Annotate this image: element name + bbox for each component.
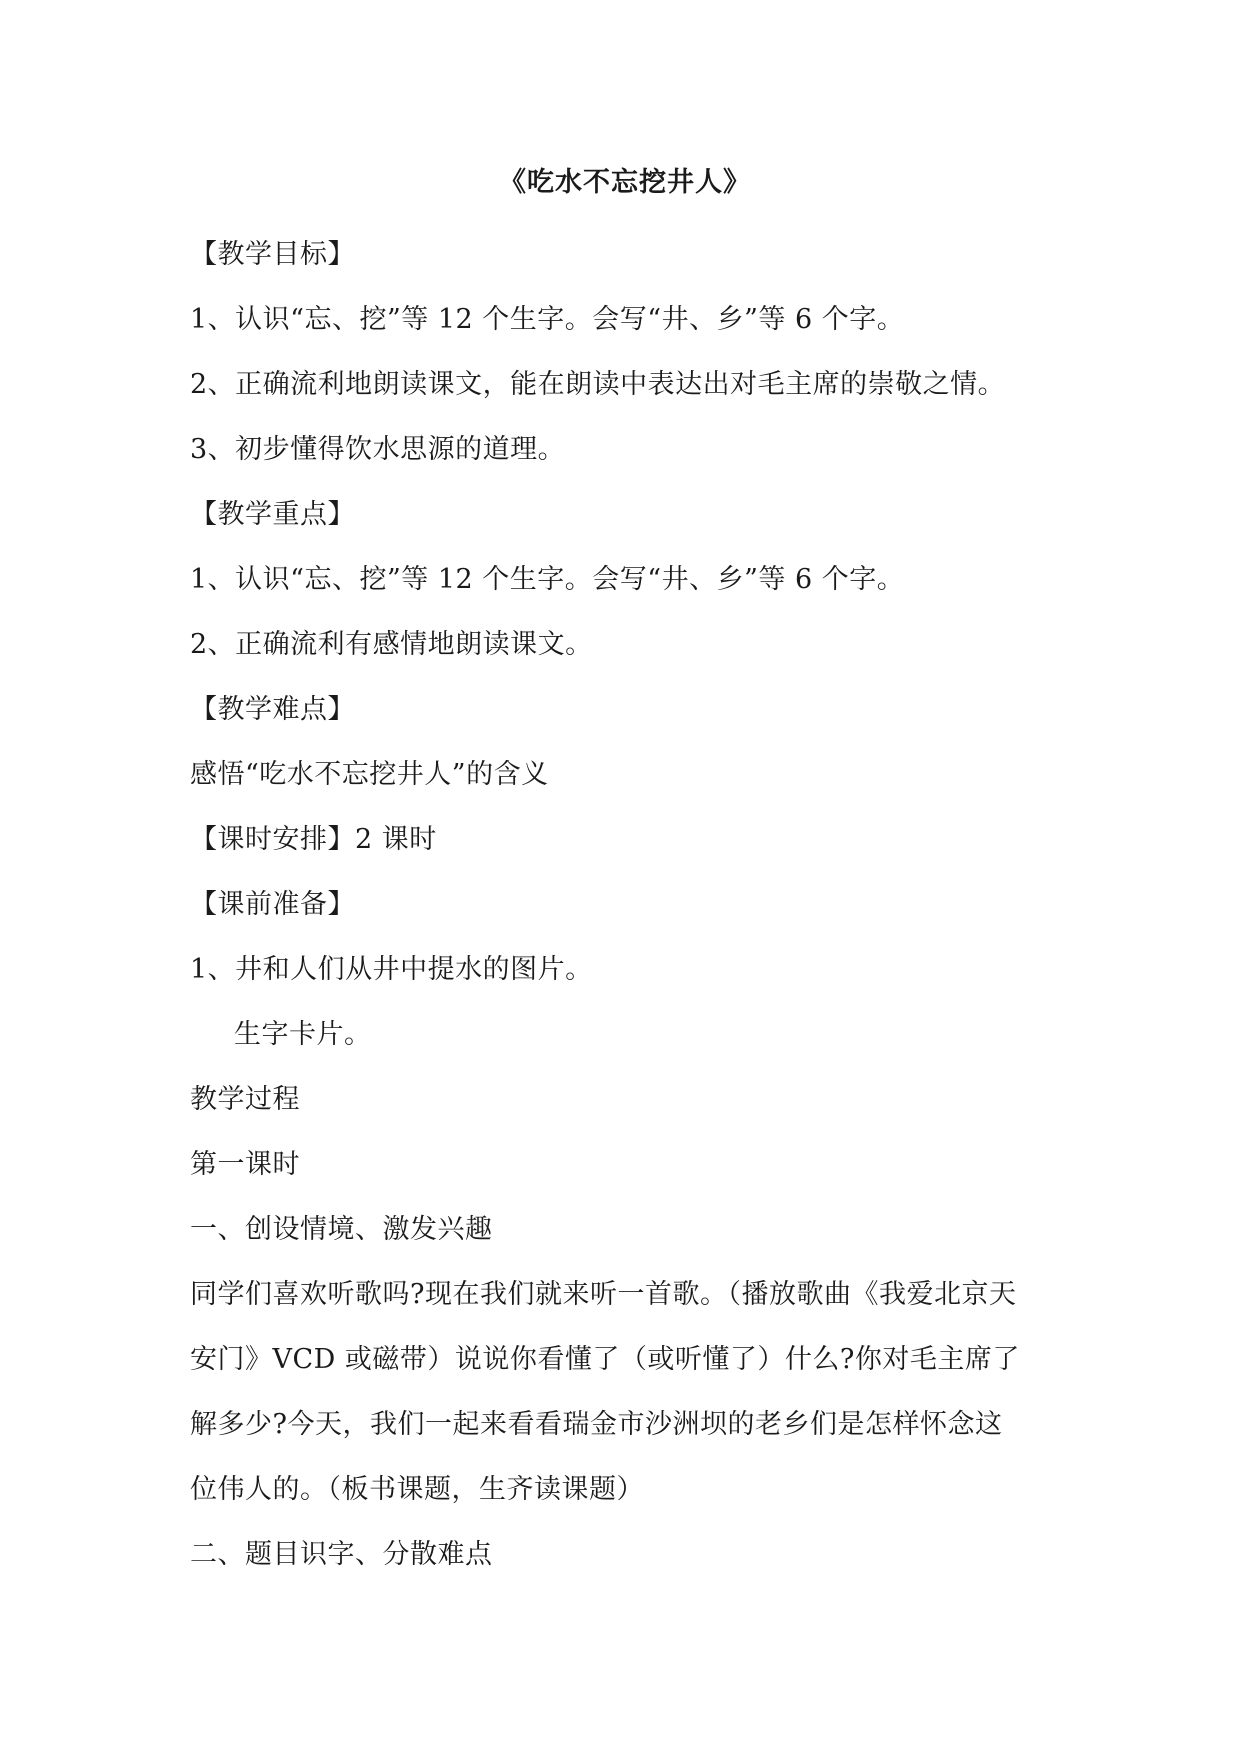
section-heading-preparation: 【课前准备】	[190, 889, 355, 920]
paragraph-line-2: 安门》VCD 或磁带）说说你看懂了（或听懂了）什么?你对毛主席了	[190, 1344, 1020, 1375]
step-two-heading: 二、题目识字、分散难点	[190, 1539, 493, 1570]
section-heading-objectives: 【教学目标】	[190, 239, 355, 270]
document-page	[190, 158, 1060, 1587]
step-one-heading: 一、创设情境、激发兴趣	[190, 1214, 493, 1245]
preparation-item-1: 1、井和人们从井中提水的图片。	[190, 954, 593, 985]
difficulty-text: 感悟“吃水不忘挖井人”的含义	[190, 759, 549, 790]
section-heading-key-points: 【教学重点】	[190, 499, 355, 530]
section-heading-schedule: 【课时安排】2 课时	[190, 824, 437, 855]
first-lesson-heading: 第一课时	[190, 1149, 300, 1180]
paragraph-line-4: 位伟人的。（板书课题，生齐读课题）	[190, 1474, 644, 1505]
objective-item-3: 3、初步懂得饮水思源的道理。	[190, 434, 566, 465]
document-title: 《吃水不忘挖井人》	[499, 167, 751, 198]
section-heading-difficulties: 【教学难点】	[190, 694, 355, 725]
objective-item-2: 2、正确流利地朗读课文，能在朗读中表达出对毛主席的崇敬之情。	[190, 369, 1006, 400]
objective-item-1: 1、认识“忘、挖”等 12 个生字。会写“井、乡”等 6 个字。	[190, 304, 905, 335]
paragraph-line-3: 解多少?今天，我们一起来看看瑞金市沙洲坝的老乡们是怎样怀念这	[190, 1409, 1003, 1440]
preparation-item-2: 生字卡片。	[234, 1019, 372, 1050]
key-point-item-1: 1、认识“忘、挖”等 12 个生字。会写“井、乡”等 6 个字。	[190, 564, 905, 595]
teaching-process-heading: 教学过程	[190, 1084, 300, 1115]
paragraph-line-1: 同学们喜欢听歌吗?现在我们就来听一首歌。（播放歌曲《我爱北京天	[190, 1279, 1017, 1310]
key-point-item-2: 2、正确流利有感情地朗读课文。	[190, 629, 593, 660]
